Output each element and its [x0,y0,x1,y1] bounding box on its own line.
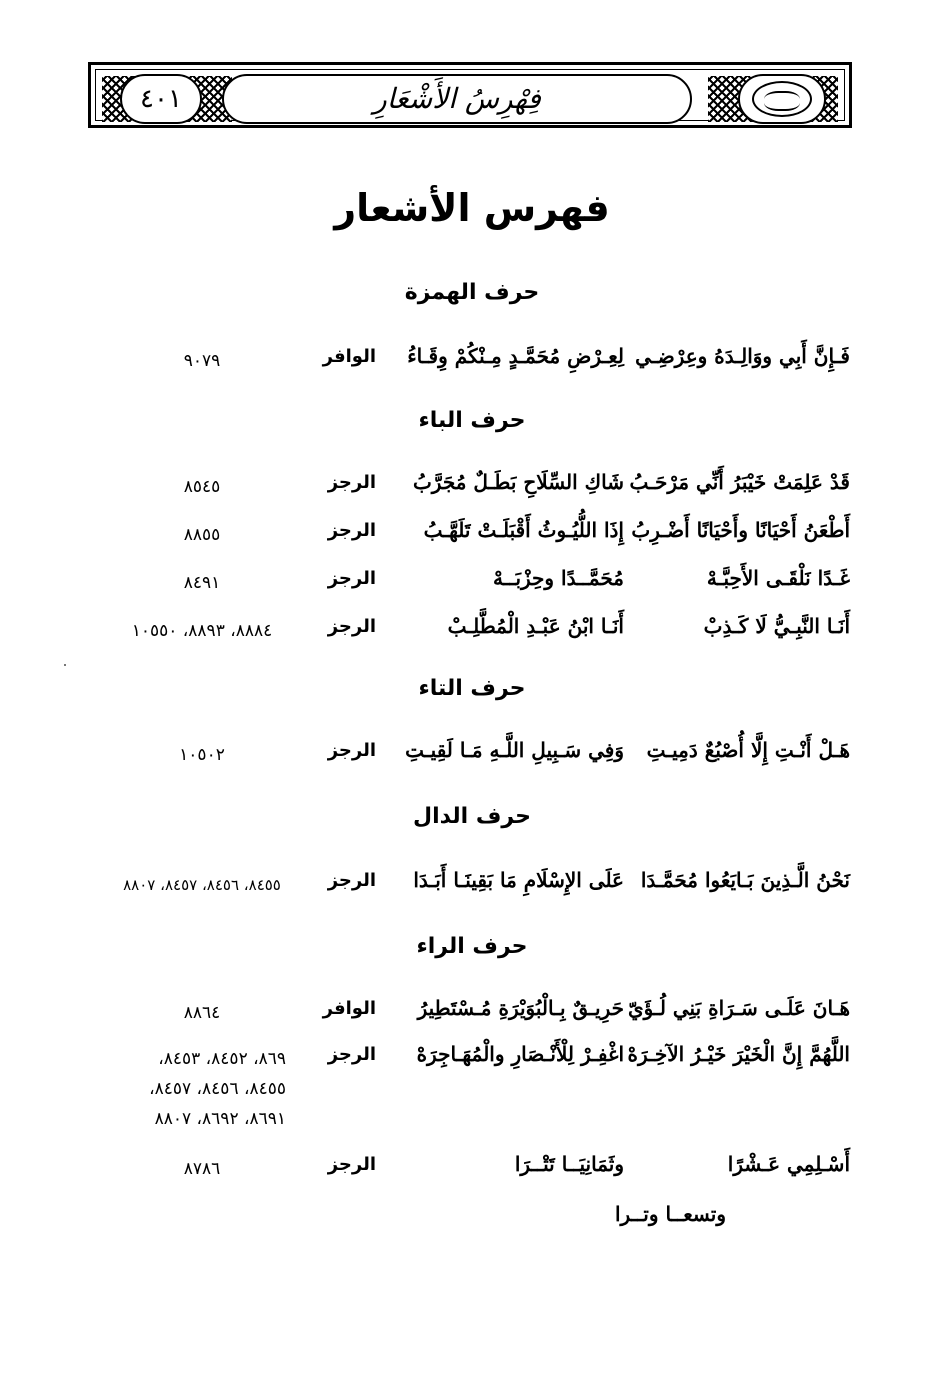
margin-mark [64,664,66,666]
hadith-refs: ٨٨٦٤ [183,1003,221,1023]
verse-second-hemistich: مُحَمَّــدًا وحِزْبَــهْ [493,566,624,590]
verse-second-hemistich: وثَمَانِيَــا تَتْــرَا [514,1152,624,1176]
hadith-refs: ٨٥٤٥ [183,477,221,497]
poem-entry [0,1152,944,1192]
meter-label: الرجز [327,1154,376,1175]
logo-cartouche [738,74,826,124]
poem-entry [0,996,944,1036]
hadith-refs: ١٠٥٠٢ [179,745,225,765]
verse-second-hemistich: اغْفِـرْ لِلْأَنْـصَارِ والْمُهَـاجِرَهْ [416,1042,624,1066]
hadith-refs: ٨٤٩١ [183,573,221,593]
page-title: فهرس الأشعار [334,186,610,230]
verse-first-hemistich: نَحْنُ الَّـذِينَ بَـايَعُوا مُحَمَّـدَا [640,868,850,892]
verse-first-hemistich: اللَّهُمَّ إِنَّ الْخَيْرَ خَيْـرُ الآخِـرَهْ [627,1042,850,1066]
verse-second-hemistich: لِعِـرْضِ مُحَمَّـدٍ مِـنْكُمْ وِقَـاءُ [407,344,624,368]
verse-first-hemistich: هَـلْ أَنْـتِ إِلَّا أُصْبُعٌ دَمِيـتِ [646,738,850,762]
running-title: فِهْرِسُ الأَشْعَارِ [373,82,541,115]
verse-first-hemistich: فَـإِنَّ أَبِي ووَالِـدَهُ وعِرْضِـي [635,344,850,368]
poem-entry [0,1042,944,1142]
page-number: ٤٠١ [140,84,182,114]
hadith-refs: ٩٠٧٩ [183,351,221,371]
page-number-cartouche [120,74,202,124]
poem-entry [0,614,944,654]
header-frame [95,69,845,121]
refs-line: ٨٦٩، ٨٤٥٢، ٨٤٥٣، [158,1049,286,1069]
meter-label: الرجز [327,1044,376,1065]
poem-entry [0,566,944,606]
section-title-dal: حرف الدال [413,804,531,829]
meter-label: الرجز [327,740,376,761]
meter-label: الرجز [327,472,376,493]
refs-line: ٨٤٥٥، ٨٤٥٦، ٨٤٥٧، [149,1079,286,1099]
meter-label: الرجز [327,520,376,541]
page-header [88,62,852,128]
verse-continuation: وتسعــا وتــرا [614,1202,726,1226]
verse-second-hemistich: وَفِي سَـبِيلِ اللَّـهِ مَـا لَقِيـتِ [405,738,624,762]
verse-second-hemistich: إِذَا اللُّيُـوثُ أَقْبَلَـتْ تَلَهَّـبُ [423,518,624,542]
meter-label: الوافر [322,346,376,367]
verse-second-hemistich: عَلَى الإِسْلَامِ مَا بَقِينَـا أَبَـدَا [413,868,624,892]
hadith-refs: ٨٨٥٥ [183,525,221,545]
poem-entry [0,738,944,778]
poem-entry [0,868,944,908]
meter-label: الوافر [322,998,376,1019]
meter-label: الرجز [327,616,376,637]
poem-entry [0,344,944,384]
verse-second-hemistich: حَرِيـقٌ بِـالْبُوَيْرَةِ مُـسْتَطِيرُ [417,996,624,1020]
refs-line: ٨٦٩١، ٨٦٩٢، ٨٨٠٧ [154,1109,286,1129]
hadith-refs: ٨٨٨٤، ٨٨٩٣، ١٠٥٥٠ [131,621,273,641]
section-title-ba: حرف الباء [418,408,526,433]
verse-first-hemistich: قَدْ عَلِمَتْ خَيْبَرُ أَنِّي مَرْحَـبُ [629,470,850,494]
meter-label: الرجز [327,568,376,589]
verse-first-hemistich: أَنَـا النَّبِـيُّ لَا كَـذِبْ [703,614,850,638]
hadith-refs [100,1044,286,1134]
section-title-ta: حرف التاء [418,676,526,701]
verse-first-hemistich: غَـدًا نَلْقَـى الأَحِبَّـهْ [706,566,850,590]
verse-second-hemistich: شَاكِ السِّلَاحِ بَطَـلٌ مُجَرَّبُ [412,470,624,494]
running-title-cartouche [222,74,692,124]
hadith-refs: ٨٤٥٥، ٨٤٥٦، ٨٤٥٧، ٨٨٠٧ [123,876,281,894]
poem-entry [0,518,944,558]
poem-entry [0,470,944,510]
publisher-logo-icon [752,81,812,117]
hadith-refs: ٨٧٨٦ [183,1159,221,1179]
section-title-ra: حرف الراء [416,934,528,959]
verse-second-hemistich: أَنَـا ابْنُ عَبْـدِ الْمُطَّلِـبْ [447,614,624,638]
verse-first-hemistich: هَـانَ عَلَـى سَـرَاةِ بَنِي لُـؤَيّ [627,996,850,1020]
verse-first-hemistich: أَسْـلِمِي عَـشْرًا [727,1152,850,1176]
section-title-hamza: حرف الهمزة [404,280,540,305]
meter-label: الرجز [327,870,376,891]
verse-first-hemistich: أَطْعَنُ أَحْيَانًا وأَحْيَانًا أَضْـرِبُ [631,518,850,542]
